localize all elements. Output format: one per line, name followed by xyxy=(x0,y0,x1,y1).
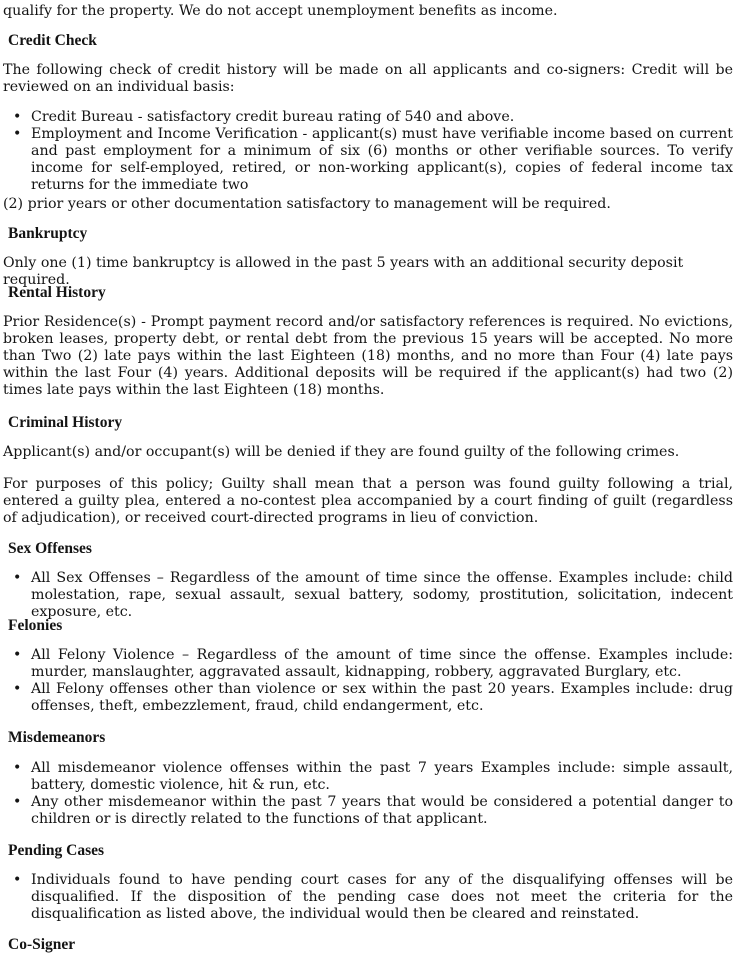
bullet-icon: • xyxy=(13,570,22,586)
bullet-icon: • xyxy=(13,681,22,697)
bullet-icon: • xyxy=(13,647,22,663)
list-item-text: Credit Bureau - satisfactory credit bureau rating of 540 and above. xyxy=(31,109,515,125)
list-item-text: Employment and Income Verification - applicant(s) must have verifiable income based on current and past employment for a minimum of six (6) months or other verifiable sources. To verify income for self-employed, retired, or non-working applicant(s), copies of federal income tax returns for the immediate two xyxy=(31,126,733,193)
pending-cases-list xyxy=(3,872,733,923)
list-item-text: All Felony Violence – Regardless of the amount of time since the offense. Examples include: murder, manslaughter, aggravated assault, kidnapping, robbery, aggravated Burglary, etc. xyxy=(31,647,733,680)
felonies-list xyxy=(3,647,733,715)
bullet-icon: • xyxy=(13,760,22,776)
bankruptcy-text: Only one (1) time bankruptcy is allowed in the past 5 years with an additional security deposit required. xyxy=(3,255,684,288)
criminal-history-text-2: For purposes of this policy; Guilty shall mean that a person was found guilty following a trial, entered a guilty plea, entered a no-contest plea accompanied by a court finding of guilt (regardless of adjudication), or received court-directed programs in lieu of conviction. xyxy=(3,476,733,526)
list-item-text: Individuals found to have pending court cases for any of the disqualifying offenses will be disqualified. If the disposition of the pending case does not meet the criteria for the disqualification as listed above, the individual would then be cleared and reinstated. xyxy=(31,872,733,922)
bullet-icon: • xyxy=(13,872,22,888)
credit-check-continuation: (2) prior years or other documentation satisfactory to management will be required. xyxy=(3,196,611,212)
list-item xyxy=(3,570,733,621)
list-item xyxy=(3,872,733,923)
list-item xyxy=(3,760,733,794)
co-signer-heading: Co-Signer xyxy=(8,936,76,953)
bullet-icon: • xyxy=(13,794,22,810)
list-item xyxy=(3,681,733,715)
credit-check-list xyxy=(3,109,733,194)
rental-history-text: Prior Residence(s) - Prompt payment record and/or satisfactory references is required. No evictions, broken leases, property debt, or rental debt from the previous 15 years will be accepted. No more than Two (2) late pays within the last Eighteen (18) months, and no more than Four (4) late pays within the last Four (4) years. Additional deposits will be required if the applicant(s) had two (2) times late pays within the last Eighteen (18) months. xyxy=(3,314,733,398)
misdemeanors-heading: Misdemeanors xyxy=(8,729,106,746)
list-item-text: All misdemeanor violence offenses within the past 7 years Examples include: simple assault, battery, domestic violence, hit & run, etc. xyxy=(31,760,733,793)
sex-offenses-list xyxy=(3,570,733,621)
intro-tail-text: qualify for the property. We do not accept unemployment benefits as income. xyxy=(3,3,558,19)
criminal-history-text-1: Applicant(s) and/or occupant(s) will be denied if they are found guilty of the following crimes. xyxy=(3,444,680,460)
credit-check-heading: Credit Check xyxy=(8,32,97,49)
misdemeanors-list xyxy=(3,760,733,828)
felonies-heading: Felonies xyxy=(8,617,63,634)
list-item xyxy=(3,794,733,828)
bullet-icon: • xyxy=(13,126,22,142)
rental-history-heading: Rental History xyxy=(8,284,106,301)
criminal-history-heading: Criminal History xyxy=(8,414,123,431)
list-item-text: Any other misdemeanor within the past 7 years that would be considered a potential danger to children or is directly related to the functions of that applicant. xyxy=(31,794,733,827)
bankruptcy-heading: Bankruptcy xyxy=(8,225,88,242)
credit-check-intro: The following check of credit history will be made on all applicants and co-signers: Credit will be reviewed on an individual basis: xyxy=(3,62,733,95)
list-item xyxy=(3,647,733,681)
bullet-icon: • xyxy=(13,109,22,125)
pending-cases-heading: Pending Cases xyxy=(8,842,105,859)
list-item-text: All Sex Offenses – Regardless of the amount of time since the offense. Examples include: child molestation, rape, sexual assault, sexual battery, sodomy, prostitution, solicitation, indecent exposure, etc. xyxy=(31,570,733,620)
list-item-text: All Felony offenses other than violence or sex within the past 20 years. Examples include: drug offenses, theft, embezzlement, fraud, child endangerment, etc. xyxy=(31,681,733,714)
list-item xyxy=(3,126,733,194)
sex-offenses-heading: Sex Offenses xyxy=(8,540,92,557)
list-item xyxy=(3,109,733,126)
